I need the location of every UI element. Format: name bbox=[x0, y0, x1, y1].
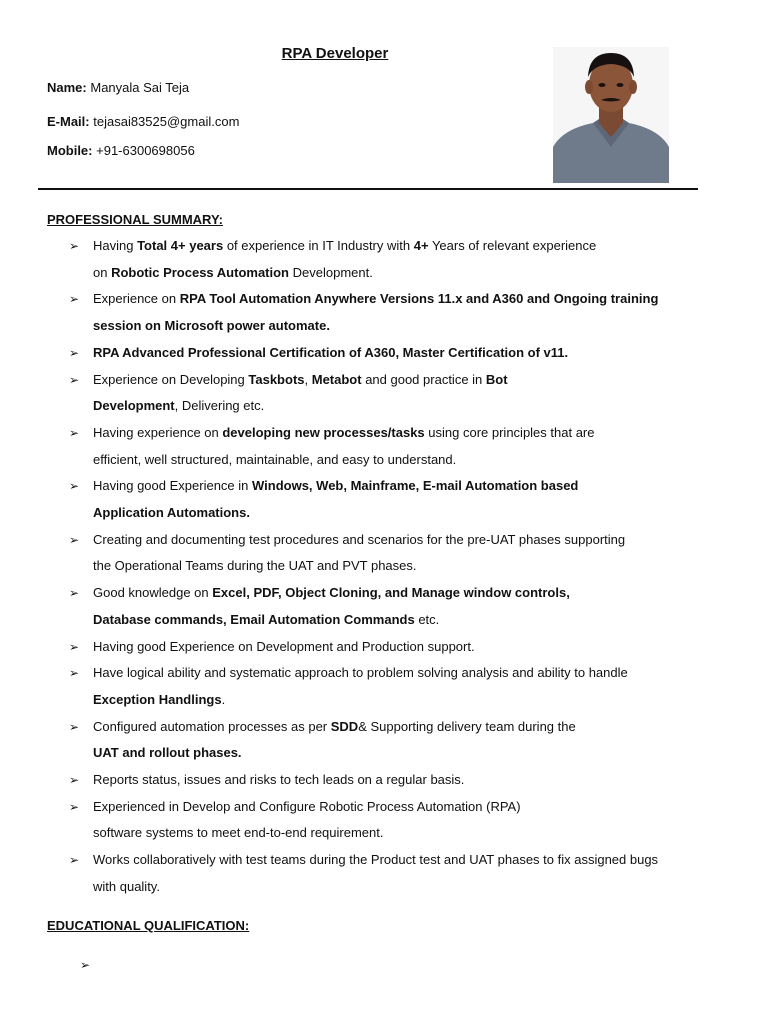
summary-text: Configured automation processes as per bbox=[93, 718, 331, 734]
summary-bold-text: Excel, PDF, Object Cloning, and Manage window controls, bbox=[212, 585, 570, 601]
summary-text: on bbox=[93, 264, 112, 280]
summary-bold-text: Database commands, Email Automation Commands bbox=[93, 611, 415, 627]
summary-item bbox=[69, 473, 709, 526]
summary-text: Reports status, issues and risks to tech leads on a regular basis. bbox=[93, 772, 465, 788]
name-value: Manyala Sai Teja bbox=[90, 80, 190, 95]
email-label: E-Mail: bbox=[47, 114, 90, 129]
summary-text: Development. bbox=[289, 264, 373, 280]
summary-item bbox=[69, 340, 709, 367]
bullet-arrow-icon: ➢ bbox=[69, 799, 80, 814]
summary-text: etc. bbox=[414, 611, 440, 627]
bullet-arrow-icon: ➢ bbox=[69, 853, 80, 868]
summary-text: Having good Experience on Development and Production support. bbox=[93, 638, 475, 654]
bullet-arrow-icon: ➢ bbox=[69, 532, 80, 547]
summary-item bbox=[69, 233, 709, 286]
name-row bbox=[47, 80, 189, 95]
summary-text: , Delivering etc. bbox=[174, 398, 265, 414]
summary-item bbox=[69, 367, 709, 420]
summary-text: Have logical ability and systematic approach to problem solving analysis and ability to handle bbox=[93, 665, 628, 681]
summary-text: of experience in IT Industry with bbox=[223, 238, 414, 253]
summary-bold-text: Robotic Process Automation bbox=[111, 264, 290, 280]
summary-item bbox=[69, 660, 709, 713]
educational-qualification-heading: EDUCATIONAL QUALIFICATION: bbox=[47, 918, 250, 933]
summary-bold-text: Development bbox=[93, 398, 175, 414]
bullet-arrow-icon: ➢ bbox=[69, 292, 80, 307]
summary-list bbox=[69, 233, 709, 901]
summary-text: Having good Experience in bbox=[93, 478, 252, 494]
summary-text: using core principles that are bbox=[424, 424, 595, 440]
summary-bold-text: SDD bbox=[330, 718, 359, 734]
summary-bold-text: developing new processes/tasks bbox=[222, 424, 425, 440]
summary-bold-text: RPA Tool Automation Anywhere Versions 11.x and A360 and Ongoing training bbox=[179, 291, 659, 307]
education-bullet: ➢ bbox=[80, 958, 91, 972]
mobile-label: Mobile: bbox=[47, 143, 93, 158]
summary-item bbox=[69, 794, 709, 847]
name-label: Name: bbox=[47, 80, 87, 95]
summary-bold-text: RPA Advanced Professional Certification of A360, Master Certification of v11. bbox=[93, 344, 569, 360]
summary-bold-text: 4+ bbox=[413, 238, 429, 253]
summary-text: with quality. bbox=[93, 878, 160, 894]
bullet-arrow-icon: ➢ bbox=[69, 719, 80, 734]
person-photo-icon bbox=[553, 47, 669, 183]
summary-bold-text: Bot bbox=[485, 371, 508, 387]
summary-text: Creating and documenting test procedures and scenarios for the pre-UAT phases supporting bbox=[93, 531, 626, 547]
summary-bold-text: Windows, Web, Mainframe, E-mail Automation based bbox=[252, 478, 579, 494]
summary-text: Having bbox=[93, 238, 138, 253]
summary-bold-text: UAT and rollout phases. bbox=[93, 745, 242, 761]
profile-photo bbox=[553, 47, 669, 183]
summary-text: Experience on bbox=[93, 291, 180, 307]
summary-text: Experience on Developing bbox=[93, 371, 249, 387]
summary-text: and good practice in bbox=[361, 371, 486, 387]
mobile-row bbox=[47, 143, 195, 158]
bullet-arrow-icon: ➢ bbox=[69, 639, 80, 654]
summary-bold-text: Application Automations. bbox=[93, 505, 250, 521]
bullet-arrow-icon: ➢ bbox=[69, 479, 80, 494]
summary-text: Good knowledge on bbox=[93, 585, 213, 601]
summary-item bbox=[69, 527, 709, 580]
summary-item bbox=[69, 714, 709, 767]
summary-item bbox=[69, 580, 709, 633]
bullet-arrow-icon: ➢ bbox=[69, 773, 80, 788]
summary-text: Years of relevant experience bbox=[428, 238, 597, 253]
mobile-value: +91-6300698056 bbox=[96, 143, 195, 158]
bullet-arrow-icon: ➢ bbox=[69, 586, 80, 601]
email-row bbox=[47, 114, 239, 129]
bullet-arrow-icon: ➢ bbox=[69, 372, 80, 387]
summary-text: , bbox=[304, 371, 312, 387]
summary-text: . bbox=[221, 691, 226, 707]
email-value: tejasai83525@gmail.com bbox=[93, 114, 240, 129]
summary-text: Experienced in Develop and Configure Robotic Process Automation (RPA) bbox=[93, 798, 521, 814]
bullet-arrow-icon: ➢ bbox=[69, 239, 80, 253]
summary-item bbox=[69, 767, 709, 794]
bullet-arrow-icon: ➢ bbox=[69, 345, 80, 360]
professional-summary-heading: PROFESSIONAL SUMMARY: bbox=[47, 212, 223, 227]
summary-bold-text: session on Microsoft power automate. bbox=[93, 318, 330, 334]
bullet-arrow-icon: ➢ bbox=[69, 666, 80, 681]
summary-text: software systems to meet end-to-end requirement. bbox=[93, 825, 384, 841]
summary-text: the Operational Teams during the UAT and PVT phases. bbox=[93, 558, 417, 574]
summary-text: Works collaboratively with test teams during the Product test and UAT phases to fix assigned bugs bbox=[93, 852, 659, 868]
bullet-arrow-icon: ➢ bbox=[69, 425, 80, 440]
summary-bold-text: Total 4+ years bbox=[137, 238, 224, 253]
summary-bold-text: Metabot bbox=[311, 371, 362, 387]
summary-bold-text: Exception Handlings bbox=[93, 691, 222, 707]
summary-item bbox=[69, 634, 709, 661]
summary-item bbox=[69, 420, 709, 473]
summary-text: Having experience on bbox=[93, 424, 223, 440]
summary-bold-text: Taskbots bbox=[248, 371, 305, 387]
summary-item bbox=[69, 286, 709, 339]
summary-text: efficient, well structured, maintainable, and easy to understand. bbox=[93, 451, 457, 467]
resume-title: RPA Developer bbox=[281, 45, 389, 62]
summary-text: & Supporting delivery team during the bbox=[358, 718, 576, 734]
summary-item bbox=[69, 847, 709, 900]
header-divider bbox=[38, 188, 698, 190]
